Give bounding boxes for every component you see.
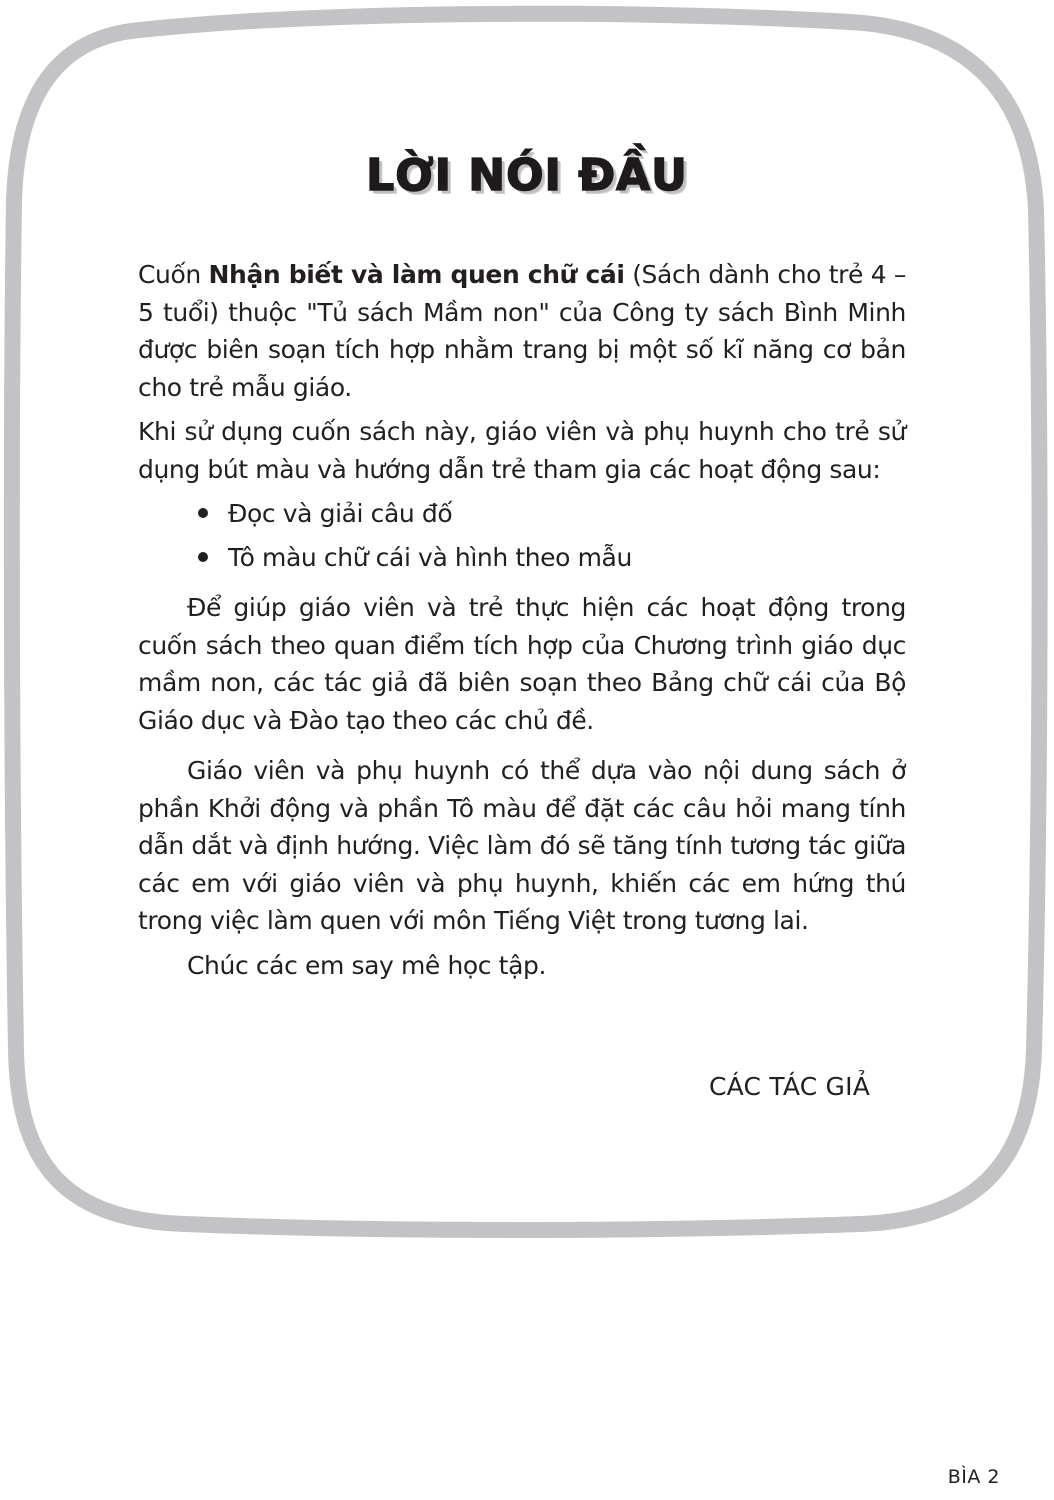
list-item: Tô màu chữ cái và hình theo mẫu <box>138 539 906 583</box>
paragraph-closing: Chúc các em say mê học tập. <box>187 950 547 980</box>
intro-text-start: Cuốn <box>138 260 209 289</box>
list-item: Đọc và giải câu đố <box>138 495 906 539</box>
author-signature: CÁC TÁC GIẢ <box>709 1072 870 1101</box>
book-title: Nhận biết và làm quen chữ cái <box>208 260 625 289</box>
paragraph-guidance: Giáo viên và phụ huynh có thể dựa vào nội dung sách ở phần Khởi động và phần Tô màu để đặt các câu hỏi mang tính dẫn dắt và định hướng. Việc làm đó sẽ tăng tính tương tác giữa các em với giáo viên và phụ huynh, khiến các em hứng thú trong việc làm quen với môn Tiếng Việt trong tương lai. <box>138 756 906 935</box>
page-number: BÌA 2 <box>947 1466 1000 1488</box>
paragraph-usage: Khi sử dụng cuốn sách này, giáo viên và phụ huynh cho trẻ sử dụng bút màu và hướng dẫn trẻ tham gia các hoạt động sau: <box>138 417 906 484</box>
paragraph-intro <box>138 256 906 406</box>
preface-body <box>138 256 906 991</box>
paragraph-method: Để giúp giáo viên và trẻ thực hiện các hoạt động trong cuốn sách theo quan điểm tích hợp của Chương trình giáo dục mầm non, các tác giả đã biên soạn theo Bảng chữ cái của Bộ Giáo dục và Đào tạo theo các chủ đề. <box>138 593 906 735</box>
activity-list <box>138 495 906 583</box>
intro-text-end: (Sách dành cho trẻ 4 – 5 tuổi) thuộc "Tủ sách Mầm non" của Công ty sách Bình Minh được biên soạn tích hợp nhằm trang bị một số kĩ năng cơ bản cho trẻ mẫu giáo. <box>138 260 906 402</box>
page-title: LỜI NÓI ĐẦU <box>366 150 688 201</box>
